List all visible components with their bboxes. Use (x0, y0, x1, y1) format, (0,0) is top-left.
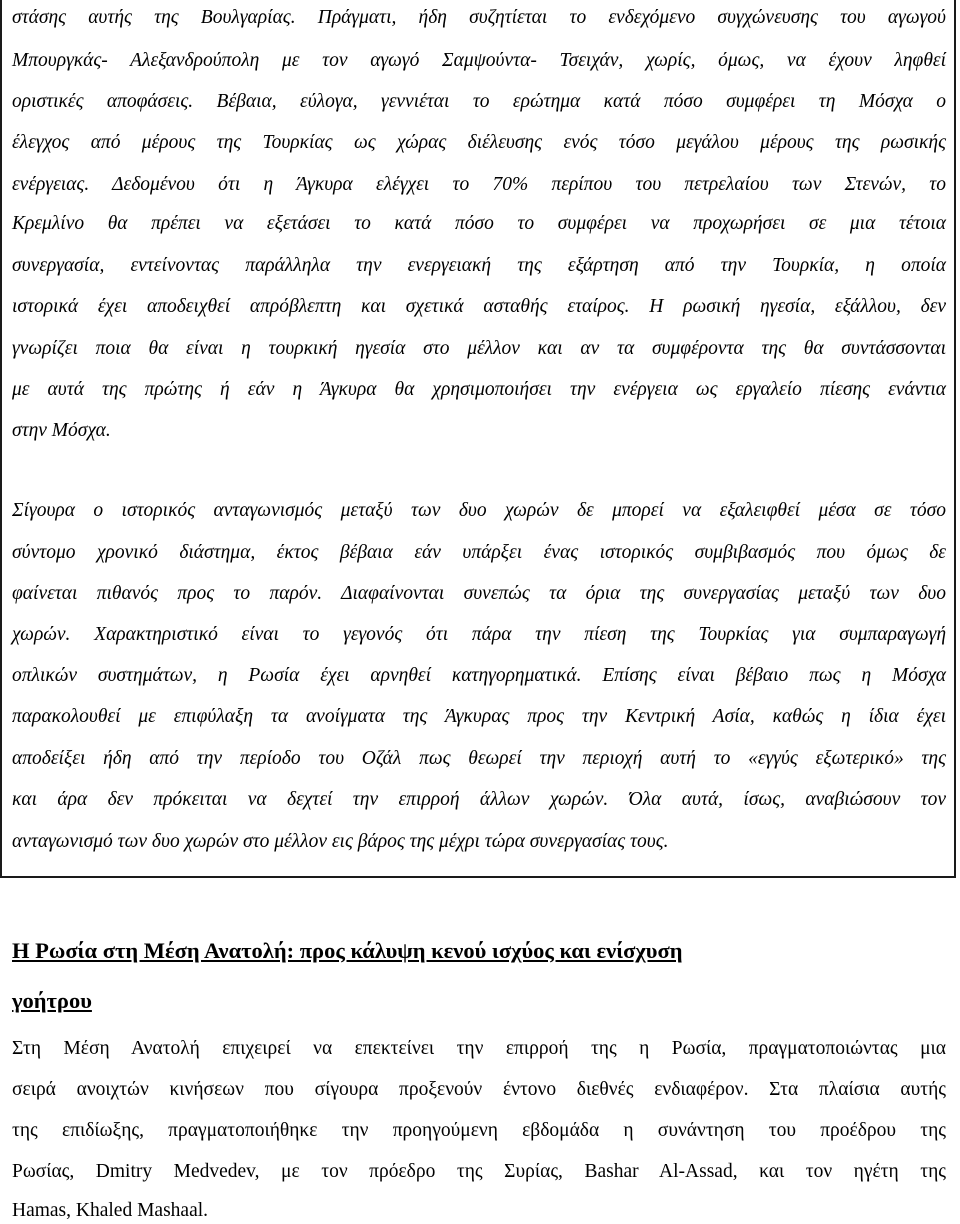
text-line: Hamas, Khaled Mashaal. (12, 1200, 209, 1221)
text-line: παρακολουθεί με επιφύλαξη τα ανοίγματα της Άγκυρας προς την Κεντρική Ασία, καθώς η ίδια έχει (12, 706, 946, 727)
text-line: Μπουργκάς- Αλεξανδρούπολη με τον αγωγό Σαμψούντα- Τσειχάν, χωρίς, όμως, να έχουν ληφθεί (12, 50, 946, 71)
text-line: ενέργειας. Δεδομένου ότι η Άγκυρα ελέγχει το 70% περίπου του πετρελαίου των Στενών, το (12, 174, 946, 195)
text-line: σειρά ανοιχτών κινήσεων που σίγουρα προξενούν έντονο διεθνές ενδιαφέρον. Στα πλαίσια αυτής (12, 1079, 946, 1100)
text-line: ανταγωνισμό των δυο χωρών στο μέλλον εις βάρος της μέχρι τώρα συνεργασίας τους. (12, 831, 669, 852)
text-line: οπλικών συστημάτων, η Ρωσία έχει αρνηθεί κατηγορηματικά. Επίσης είναι βέβαιο πως η Μόσχα (12, 665, 946, 686)
text-line: Κρεμλίνο θα πρέπει να εξετάσει το κατά πόσο το συμφέρει να προχωρήσει σε μια τέτοια (12, 213, 946, 234)
text-line: σύντομο χρονικό διάστημα, έκτος βέβαια εάν υπάρξει ένας ιστορικός συμβιβασμός που όμως δε (12, 542, 946, 563)
text-line: Ρωσίας, Dmitry Medvedev, με τον πρόεδρο της Συρίας, Bashar Al-Assad, και τον ηγέτη της (12, 1161, 946, 1182)
text-line: συνεργασία, εντείνοντας παράλληλα την ενεργειακή της εξάρτηση από την Τουρκία, η οποία (12, 255, 946, 276)
text-line: ιστορικά έχει αποδειχθεί απρόβλεπτη και σχετικά ασταθής εταίρος. Η ρωσική ηγεσία, εξάλλου, δεν (12, 296, 946, 317)
text-line: έλεγχος από μέρους της Τουρκίας ως χώρας διέλευσης ενός τόσο μεγάλου μέρους της ρωσικής (12, 132, 946, 153)
heading-line: γοήτρου (12, 988, 92, 1013)
text-line: οριστικές αποφάσεις. Βέβαια, εύλογα, γεννιέται το ερώτημα κατά πόσο συμφέρει τη Μόσχα ο (12, 91, 946, 112)
text-line: γνωρίζει ποια θα είναι η τουρκική ηγεσία στο μέλλον και αν τα συμφέροντα της θα συντάσσονται (12, 338, 946, 359)
text-line: χωρών. Χαρακτηριστικό είναι το γεγονός ότι πάρα την πίεση της Τουρκίας για συμπαραγωγή (12, 624, 946, 645)
text-line: στάσης αυτής της Βουλγαρίας. Πράγματι, ήδη συζητίεται το ενδεχόμενο συγχώνευσης του αγωγού (12, 7, 946, 28)
heading-line: Η Ρωσία στη Μέση Ανατολή: προς κάλυψη κενού ισχύος και ενίσχυση (12, 938, 683, 963)
text-line: Σίγουρα ο ιστορικός ανταγωνισμός μεταξύ των δυο χωρών δε μπορεί να εξαλειφθεί μέσα σε τόσο (12, 500, 946, 521)
text-line: φαίνεται πιθανός προς το παρόν. Διαφαίνονται συνεπώς τα όρια της συνεργασίας μεταξύ των δυο (12, 583, 946, 604)
text-line: Στη Μέση Ανατολή επιχειρεί να επεκτείνει την επιρροή της η Ρωσία, πραγματοποιώντας μια (12, 1038, 946, 1059)
text-line: και άρα δεν πρόκειται να δεχτεί την επιρροή άλλων χωρών. Όλα αυτά, ίσως, αναβιώσουν τον (12, 789, 946, 810)
text-line: στην Μόσχα. (12, 420, 111, 441)
text-line: της επιδίωξης, πραγματοποιήθηκε την προηγούμενη εβδομάδα η συνάντηση του προέδρου της (12, 1120, 946, 1141)
text-line: αποδείξει ήδη από την περίοδο του Οζάλ πως θεωρεί την περιοχή αυτή το «εγγύς εξωτερικό» της (12, 748, 946, 769)
text-line: με αυτά της πρώτης ή εάν η Άγκυρα θα χρησιμοποιήσει την ενέργεια ως εργαλείο πίεσης ενάντια (12, 379, 946, 400)
